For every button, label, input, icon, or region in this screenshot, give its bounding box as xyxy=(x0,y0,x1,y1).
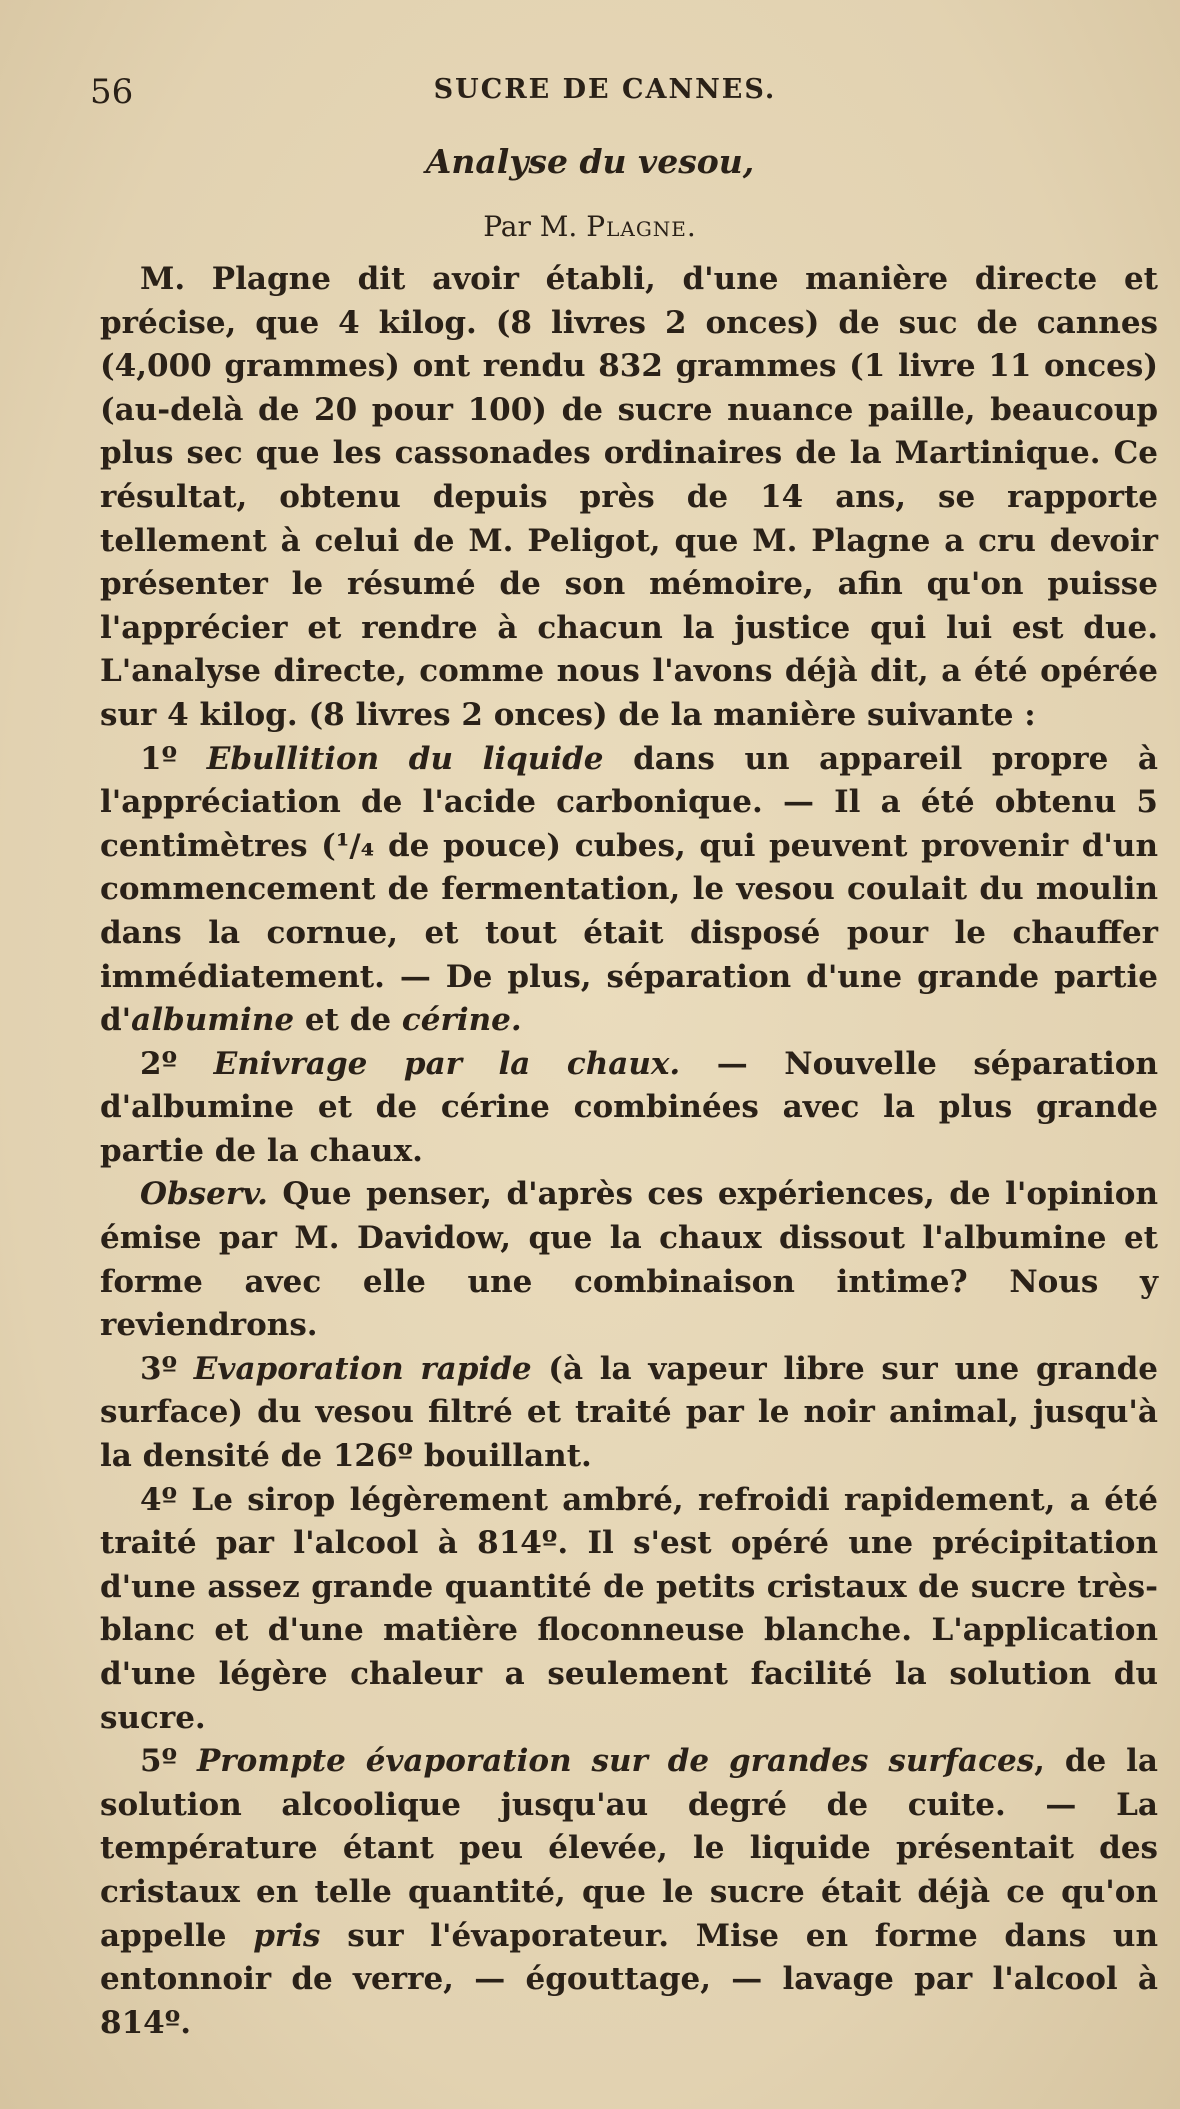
step-2-number: 2º xyxy=(140,1045,178,1082)
step-3-heading: Evaporation rapide xyxy=(193,1350,532,1387)
page-header xyxy=(90,72,1120,122)
step-1-number: 1º xyxy=(140,740,178,777)
step-1-fraction: ¹/₄ xyxy=(335,827,375,864)
step-5-text-a: , de la solution alcoolique jusqu'au degré de cuite. — La température étant peu élevée, le liquide présentait des cristaux en telle quantité, que le sucre était déjà ce qu'on appelle xyxy=(100,1743,1159,1954)
body-text xyxy=(100,258,1158,2045)
section-title: Analyse du vesou, xyxy=(425,142,755,181)
step-1-paragraph xyxy=(100,738,1158,1043)
byline-prefix: Par M. xyxy=(483,210,578,243)
observation-text: Que penser, d'après ces expériences, de l'opinion émise par M. Davidow, que la chaux dissout l'albumine et forme avec elle une combinaison intime? Nous y reviendrons. xyxy=(100,1176,1158,1344)
step-1-text-c: et de xyxy=(294,1002,402,1039)
step-5-text-b: sur l'évaporateur. Mise en forme dans un entonnoir de verre, — égouttage, — lavage par l'alcool à 814º. xyxy=(100,1917,1159,2041)
step-1-em-albumine: albumine xyxy=(131,1002,295,1039)
observation-heading: Observ. xyxy=(140,1176,268,1213)
step-1-text-b: de pouce) cubes, qui peuvent provenir d'un commencement de fermentation, le vesou coulait du moulin dans la cornue, et tout était disposé pour le chauffer immédiatement. — De plus, séparation d'une grande partie d' xyxy=(100,827,1158,1039)
running-head: SUCRE DE CANNES. xyxy=(433,74,777,105)
step-1-text-a: dans un appareil propre à l'appréciation de l'acide carbonique. — Il a été obtenu 5 centimètres ( xyxy=(100,740,1158,864)
author-name: Plagne. xyxy=(586,210,697,243)
step-2-text: — Nouvelle séparation d'albumine et de cérine combinées avec la plus grande partie de la chaux. xyxy=(100,1045,1159,1169)
step-5-heading: Prompte évaporation sur de grandes surfaces xyxy=(196,1743,1035,1780)
step-5-paragraph xyxy=(100,1740,1158,2045)
step-5-number: 5º xyxy=(140,1743,178,1780)
step-2-paragraph xyxy=(100,1043,1158,1174)
intro-paragraph: M. Plagne dit avoir établi, d'une manière directe et précise, que 4 kilog. (8 livres 2 onces) de suc de cannes (4,000 grammes) ont rendu 832 grammes (1 livre 11 onces) (au-delà de 20 pour 100) de sucre nuance paille, beaucoup plus sec que les cassonades ordinaires de la Martinique. Ce résultat, obtenu depuis près de 14 ans, se rapporte tellement à celui de M. Peligot, que M. Plagne a cru devoir présenter le résumé de son mémoire, afin qu'on puisse l'apprécier et rendre à chacun la justice qui lui est due. L'analyse directe, comme nous l'avons déjà dit, a été opérée sur 4 kilog. (8 livres 2 onces) de la manière suivante : xyxy=(100,261,1158,733)
step-1-em-cerine: cérine. xyxy=(401,1002,522,1039)
step-1-heading: Ebullition du liquide xyxy=(206,740,604,777)
step-2-heading: Enivrage par la chaux. xyxy=(213,1045,681,1082)
step-4-number: 4º xyxy=(140,1481,178,1518)
step-4-text: Le sirop légèrement ambré, refroidi rapidement, a été traité par l'alcool à 814º. Il s'est opéré une précipitation d'une assez grande quantité de petits cristaux de sucre très-blanc et d'une matière floconneuse blanche. L'application d'une légère chaleur a seulement facilité la solution du sucre. xyxy=(100,1481,1158,1736)
byline xyxy=(0,210,1180,243)
step-3-paragraph xyxy=(100,1348,1158,1479)
step-5-em-pris: pris xyxy=(253,1917,321,1954)
page-number: 56 xyxy=(90,72,134,112)
step-4-paragraph xyxy=(100,1479,1158,1741)
step-3-text: (à la vapeur libre sur une grande surface) du vesou filtré et traité par le noir animal, jusqu'à la densité de 126º bouillant. xyxy=(100,1350,1158,1475)
step-3-number: 3º xyxy=(140,1350,178,1387)
observation-paragraph xyxy=(100,1173,1158,1347)
